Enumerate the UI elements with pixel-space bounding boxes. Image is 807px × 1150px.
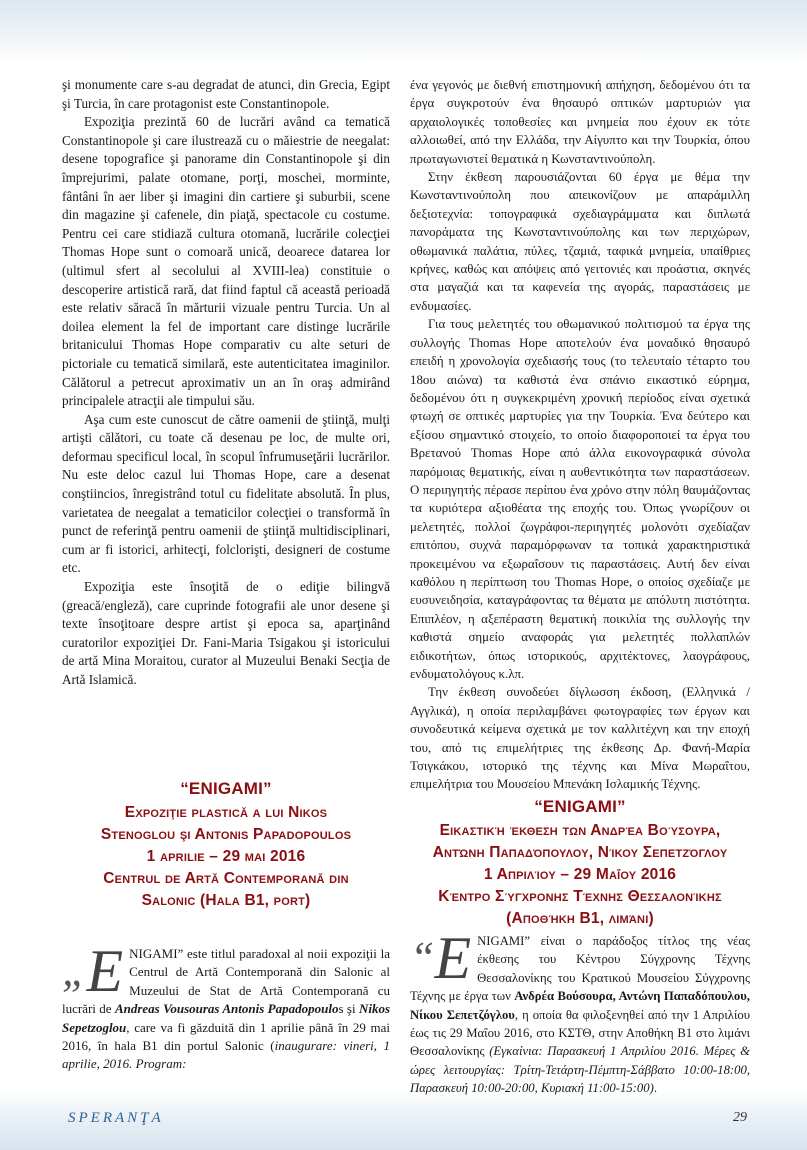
drop-cap <box>410 925 472 991</box>
intro-text: , η οποία θα φιλοξενηθεί από την 1 Απριλίου έως τις 29 Μαΐου 2016, στο ΚΣΤΘ, στην Αποθήκη Β1 στο λιμάνι Θεσσαλονίκης <box>410 1007 750 1059</box>
paragraph: Την έκθεση συνοδεύει δίγλωσση έκδοση, (Ελληνικά / Αγγλικά), η οποία περιλαμβάνει φωτογραφίες των έργων και συνοδευτικά κείμενα σχετικά με τον καλλιτέχνη και την εποχή του, από τις επιμελήτριες της έκθεσης Δρ. Φανή-Μαρία Τσιγκάκου, ιστορικό της τέχνης και Μίνα Μωραΐτου, επιμελήτρια του Μουσείου Μπενάκη Ισλαμικής Τέχνης. <box>410 685 750 792</box>
announcement-line: Εικαστική έκθεση των Ανδρέα Βούσουρα, <box>439 822 721 839</box>
announcement-date: 1 Απριλίου – 29 Μαΐου 2016 <box>483 866 677 883</box>
intro-text: . <box>653 1081 657 1096</box>
intro-text: s şi <box>338 1001 359 1017</box>
paragraph: Για τους μελετητές του οθωμανικού πολιτισμού τα έργα της συλλογής Thomas Hope αποτελούν ένα μοναδικό θησαυρό επειδή η χρονολογία σχεδιασής τους (το τελευταίο τέταρτο του 18ου αιώνα) τα καθιστά ένα σπάνιο εικαστικό εύρημα, δεδομένου ότι η συγκεκριμένη χρονική περίοδος είναι σχετικά φτωχή σε οπτικές μαρτυρίες για την Τουρκία. Ένα δεύτερο και εξίσου σημαντικό στοιχείο, το οποίο διαφοροποιεί τα έργα του Βρετανού Thomas Hope από άλλα εικονογραφικά σύνολα παρόμοιας θεματικής, είναι η αυθεντικότητα των παραστάσεων. Ο περιηγητής πέρασε περίπου ένα χρόνο στην πόλη θαυμάζοντας τα κυριότερα αξιοθέατα της εποχής του. Όπως γνωρίζουν οι μελετητές, πολλοί ζωγράφοι-περιηγητές μολονότι σχεδίαζαν επιτόπου, συχνά παραμόρφωναν τα τοπικά χαρακτηριστικά προκειμένου να εξωραΐσουν τις παραστάσεις. Αυτή δεν είναι καθόλου η περίπτωση του Thomas Hope, ο οποίος σχεδίαζε με ευσυνειδησία, καταγράφοντας τα θέματα με απόλυτη πιστότητα. Επιπλέον, η αξεπέραστη θεματική ποικιλία της συλλογής την καθιστά σημείο αναφοράς για μελετητές πολλαπλών ειδικοτήτων, όπως ιστορικούς, αρχιτέκτονες, λαογράφους, ενδυματολόγους κ.λπ. <box>410 317 750 681</box>
intro-paragraph-greek <box>410 925 750 1098</box>
paragraph: Aşa cum este cunoscut de către oamenii de ştiinţă, mulţi artişti călători, cu toate că desenau pe loc, de multe ori, deformau specificul local, în scopul înfrumuseţării lucrărilor. Nu este deloc cazul lui Thomas Hope, care a desenat conştiincios, înregistrând totul cu fidelitate absolută. În plus, varietatea de neegalat a tematicilor colecţiei o transformă în punct de referinţă pentru oamenii de ştiinţă multidisciplinari, cum ar fi istorici, arhitecţi, folclorişti, designeri de costume etc. <box>62 411 390 576</box>
drop-cap-letter: E <box>434 925 472 991</box>
drop-cap-letter: E <box>86 938 124 1004</box>
intro-paragraph-romanian <box>62 938 391 1074</box>
announcement-line: Αντώνη Παπαδόπουλου, Νίκου Σεπετζόγλου <box>432 844 728 861</box>
artist-names: Nikos Sepetzoglou <box>62 1001 390 1035</box>
announcement-venue: Salonic (Hala B1, port) <box>141 892 311 909</box>
announcement-venue: (Αποθήκη Β1, λιμάνι) <box>506 910 654 927</box>
announcement-heading-romanian <box>62 778 390 912</box>
paragraph: Στην έκθεση παρουσιάζονται 60 έργα με θέμα την Κωνσταντινούπολη που απεικονίζουν με απαράμιλλη δεξιοτεχνία: τοπογραφικά σχεδιαγράμματα και διπλωτά πανοράματα της Κωνσταντινούπολης και των περιχώρων, οθωμανικά παλάτια, πύλες, τζαμιά, ταφικά μνημεία, υπαίθριες κρήνες, καθώς και απόψεις από γειτονιές και προάστια, σκηνές στα μαγαζιά και τα καφενεία της αγοράς, παραστάσεις με ενδυμασίες. <box>410 170 750 313</box>
opening-info: (Εγκαίνια: Παρασκευή 1 Απριλίου 2016. Μέρες & ώρες λειτουργίας: Τρίτη-Τετάρτη-Πέμπτη-Σάββατο 10:00-18:00, Παρασκευή 10:00-20:00, Κυριακή 11:00-15:00) <box>410 1044 750 1096</box>
greek-column <box>410 76 750 794</box>
intro-text: , care va fi găzduită din 1 aprilie până în 29 mai 2016, în hala B1 din portul Salonic ( <box>62 1019 390 1054</box>
announcement-heading-greek <box>405 796 755 930</box>
romanian-column <box>62 76 390 690</box>
quote-mark: „ <box>62 946 87 995</box>
artist-names: Ανδρέα Βούσουρα, Αντώνη Παπαδόπουλου, Νίκου Σεπετζόγλου <box>410 989 750 1022</box>
publication-name: SPERANŢA <box>68 1110 164 1126</box>
announcement-line: Κέντρο Σύγχρονης Τέχνης Θεσσαλονίκης <box>438 888 722 905</box>
announcement-line: Centrul de Artă Contemporană din <box>103 870 349 887</box>
paragraph: şi monumente care s-au degradat de atunci, din Grecia, Egipt şi Turcia, în care protagonist este Constantinopole. <box>62 77 390 111</box>
drop-cap <box>62 938 124 1004</box>
announcement-title: “ENIGAMI” <box>180 779 272 798</box>
paragraph: Expoziţia prezintă 60 de lucrări având ca tematică Constantinopole şi care ilustrează cu o măiestrie de neegalat: desene topografice şi panorame din Constantinopole şi din împrejurimi, palate otomane, porţi, moschei, morminte, fântâni în aer liber şi imagini din cartiere şi suburbii, scene din magazine şi cafenele, din piaţă, spectacole cu costume. Pentru cei care stidiază cultura otomană, lucrările colecţiei Thomas Hope sunt o comoară unică, deoarece datarea lor (ultimul sfert al secolului al XVIII-lea) constituie o descoperire artistică rară, dat fiind faptul că această perioadă este relativ săracă în mărturii vizuale pentru Turcia. Un al doilea element la fel de important care distinge lucrările britanicului Thomas Hope comparativ cu alte seturi de pictoriale cu tematică similară, este autenticitatea imaginilor. Călătorul a petrecut aproximativ un an în oraş admirând principalele atracţii ale timpului său. <box>62 114 390 409</box>
paragraph: ένα γεγονός με διεθνή επιστημονική απήχηση, δεδομένου ότι τα έργα συγκροτούν ένα θησαυρό οπτικών μαρτυριών για αρχαιολογικές τοποθεσίες και μνημεία που έχουν εκ τότε αλλοιωθεί, από την Ελλάδα, την Αίγυπτο και την Τουρκία, όπου πρωταγωνιστεί θεματικά η Κωνσταντινούπολη. <box>410 78 750 166</box>
announcement-date: 1 aprilie – 29 mai 2016 <box>146 848 306 865</box>
intro-text: NIGAMI” είναι ο παράδοξος τίτλος της νέας έκθεσης του Κέντρου Σύγχρονης Τέχνης Θεσσαλονίκης του Κρατικού Μουσείου Σύγχρονης Τέχνης με έργα των <box>410 934 750 1004</box>
artist-names: Andreas Vousouras Antonis Papadopoulo <box>114 1001 339 1017</box>
opening-info: inaugurare: vineri, 1 aprilie, 2016. Program: <box>62 1038 391 1072</box>
page-header-band <box>0 0 807 64</box>
announcement-line: Expoziţie plastică a lui Nikos <box>124 804 328 821</box>
intro-text: NIGAMI” este titlul paradoxal al noii expoziţii la Centrul de Artă Contemporană din Salonic al Muzeului de Stat de Artă Contemporană cu lucrări de <box>62 946 390 1017</box>
announcement-line: Stenoglou şi Antonis Papadopoulos <box>100 826 352 843</box>
quote-mark: “ <box>410 933 435 982</box>
announcement-title: “ENIGAMI” <box>534 797 626 816</box>
page-number: 29 <box>733 1110 747 1125</box>
paragraph: Expoziţia este însoţită de o ediţie bilingvă (greacă/engleză), care cuprinde fotografii ale unor desene şi texte însoţitoare despre artist şi epoca sa, aparţinând curatorilor expoziţiei Dr. Fani-Maria Tsigakou şi istoricului de artă Mina Moraitou, curator al Muzeului Benaki Secţia de Artă Islamică. <box>62 579 390 687</box>
